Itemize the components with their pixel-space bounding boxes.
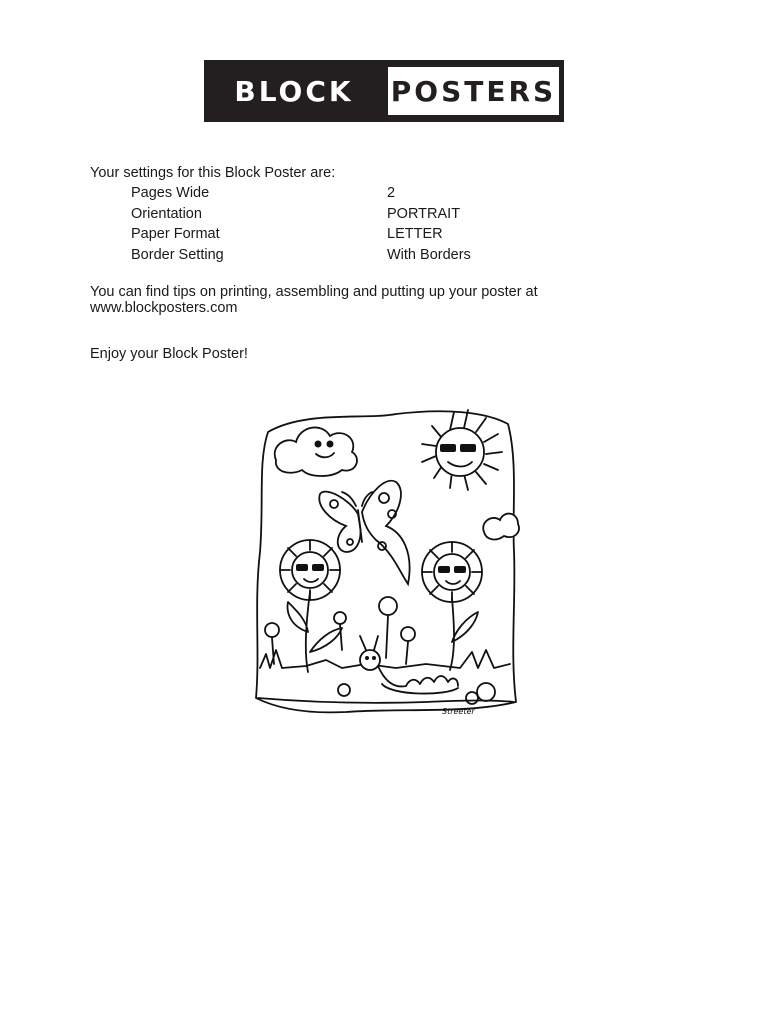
cloud-icon — [275, 427, 357, 476]
tips-url: www.blockposters.com — [90, 300, 238, 316]
closing-line: Enjoy your Block Poster! — [90, 346, 248, 362]
settings-row-border-setting — [131, 247, 531, 268]
settings-intro: Your settings for this Block Poster are: — [90, 165, 336, 181]
setting-label: Orientation — [131, 205, 202, 222]
setting-value: LETTER — [387, 226, 443, 243]
logo-word-block: BLOCK — [234, 74, 354, 108]
caterpillar-icon — [360, 636, 458, 694]
logo-word-posters: POSTERS — [388, 67, 559, 115]
small-cloud-icon — [483, 514, 519, 540]
settings-row-pages-wide — [131, 185, 531, 206]
block-posters-logo — [204, 60, 564, 122]
setting-label: Pages Wide — [131, 185, 210, 201]
butterfly-icon — [319, 481, 409, 584]
setting-label: Border Setting — [131, 247, 224, 264]
setting-value: 2 — [387, 185, 396, 201]
sunflower-left-icon — [280, 540, 342, 672]
grass-line — [260, 650, 510, 668]
artist-signature: Streeter — [442, 707, 475, 716]
settings-table — [131, 185, 531, 268]
sun-icon — [422, 410, 502, 490]
setting-label: Paper Format — [131, 226, 220, 243]
coloring-page-illustration — [246, 402, 522, 724]
sunflower-right-icon — [422, 542, 482, 670]
tips-line: You can find tips on printing, assembling and putting up your poster at — [90, 284, 538, 300]
settings-row-orientation — [131, 206, 531, 227]
setting-value: With Borders — [387, 247, 471, 264]
tips-paragraph — [90, 284, 538, 316]
settings-row-paper-format — [131, 226, 531, 247]
setting-value: PORTRAIT — [387, 205, 461, 222]
